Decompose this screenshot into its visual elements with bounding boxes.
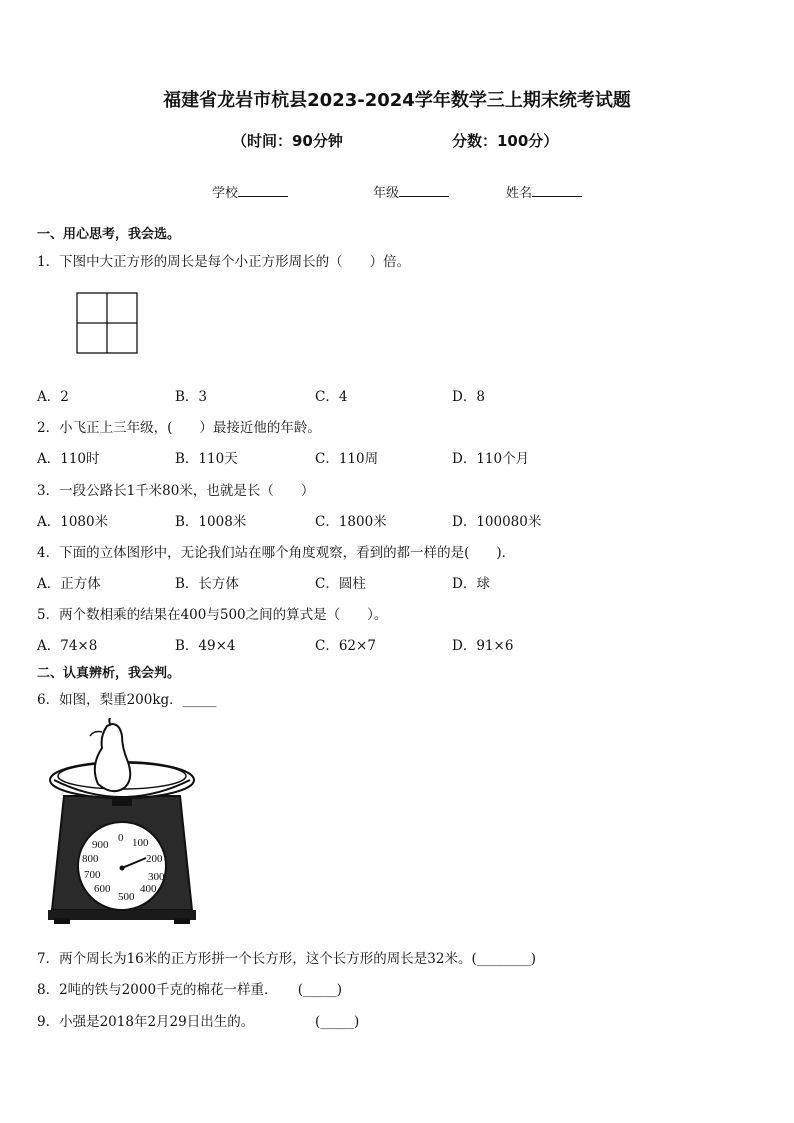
dial-label-600: 600 (94, 883, 111, 895)
q3-option-d[interactable]: D．100080米 (452, 514, 542, 530)
dial-label-500: 500 (118, 891, 135, 903)
q4-option-b[interactable]: B．长方体 (175, 576, 239, 592)
q5-option-d[interactable]: D．91×6 (452, 638, 514, 654)
question-3: 3．一段公路长1千米80米，也就是长（ ） (37, 483, 315, 499)
school-blank[interactable] (238, 184, 288, 197)
pear-on-scale-figure (42, 718, 202, 926)
q1-option-a[interactable]: A．2 (37, 389, 69, 405)
dial-label-800: 800 (82, 853, 99, 865)
dial-label-100: 100 (132, 837, 149, 849)
question-4: 4．下面的立体图形中，无论我们站在哪个角度观察，看到的都一样的是( )． (37, 545, 516, 561)
question-7: 7．两个周长为16米的正方形拼一个长方形，这个长方形的周长是32米。(________) (37, 951, 536, 967)
grade-blank[interactable] (399, 184, 449, 197)
q5-option-c[interactable]: C．62×7 (315, 638, 376, 654)
q5-option-a[interactable]: A．74×8 (37, 638, 98, 654)
name-label: 姓名 (506, 186, 533, 201)
section-2-heading: 二、认真辨析，我会判。 (37, 666, 181, 681)
name-field[interactable] (506, 182, 582, 201)
grade-label: 年级 (373, 186, 400, 201)
question-9: 9．小强是2018年2月29日出生的。 (_____) (37, 1014, 360, 1030)
q4-option-c[interactable]: C．圆柱 (315, 576, 366, 592)
dial-label-700: 700 (84, 869, 101, 881)
q2-option-c[interactable]: C．110周 (315, 451, 379, 467)
dial-label-200: 200 (146, 853, 163, 865)
question-8: 8．2吨的铁与2000千克的棉花一样重． (_____) (37, 982, 343, 998)
question-2: 2．小飞正上三年级，( ）最接近他的年龄。 (37, 420, 321, 436)
q2-option-a[interactable]: A．110时 (37, 451, 100, 467)
q3-option-c[interactable]: C．1800米 (315, 514, 387, 530)
q2-option-d[interactable]: D．110个月 (452, 451, 530, 467)
dial-label-300: 300 (148, 871, 165, 883)
question-5: 5．两个数相乘的结果在400与500之间的算式是（ ）。 (37, 607, 388, 623)
q1-option-c[interactable]: C．4 (315, 389, 348, 405)
school-label: 学校 (212, 186, 239, 201)
q3-option-b[interactable]: B．1008米 (175, 514, 247, 530)
q2-option-b[interactable]: B．110天 (175, 451, 238, 467)
question-1: 1．下图中大正方形的周长是每个小正方形周长的（ ）倍。 (37, 254, 411, 270)
q5-option-b[interactable]: B．49×4 (175, 638, 236, 654)
exam-time: （时间：90分钟 (232, 132, 343, 150)
section-1-heading: 一、用心思考，我会选。 (37, 227, 181, 242)
q1-option-d[interactable]: D．8 (452, 389, 485, 405)
dial-label-400: 400 (140, 883, 157, 895)
square-grid-figure (76, 292, 138, 354)
name-blank[interactable] (532, 184, 582, 197)
exam-score: 分数：100分） (452, 132, 559, 150)
q3-option-a[interactable]: A．1080米 (37, 514, 109, 530)
question-6: 6．如图，梨重200kg．_____ (37, 692, 217, 708)
q4-option-d[interactable]: D．球 (452, 576, 490, 592)
grade-field[interactable] (373, 182, 449, 201)
dial-label-900: 900 (92, 839, 109, 851)
q1-option-b[interactable]: B．3 (175, 389, 208, 405)
dial-label-0: 0 (118, 832, 124, 844)
school-field[interactable] (212, 182, 288, 201)
q4-option-a[interactable]: A．正方体 (37, 576, 101, 592)
page-title: 福建省龙岩市杭县2023-2024学年数学三上期末统考试题 (163, 90, 631, 111)
